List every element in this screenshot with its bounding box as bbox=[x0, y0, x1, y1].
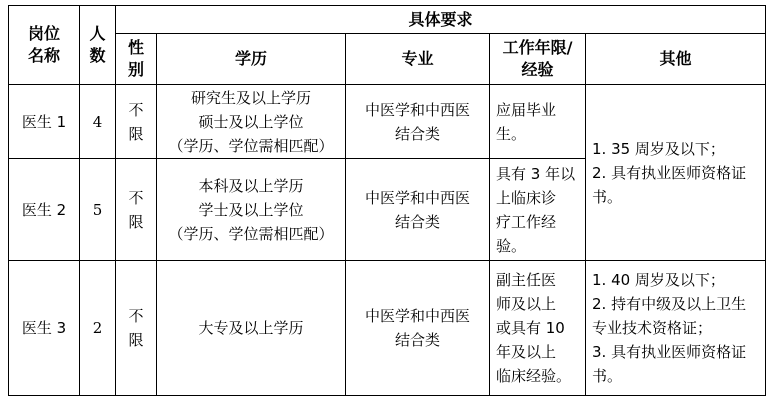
other-header: 其他 bbox=[586, 34, 766, 85]
gender-header: 性 别 bbox=[116, 34, 157, 85]
post-cell: 医生 1 bbox=[9, 85, 80, 159]
major-cell: 中医学和中西医 结合类 bbox=[346, 261, 490, 396]
table-row bbox=[9, 261, 766, 396]
major-cell: 中医学和中西医 结合类 bbox=[346, 159, 490, 261]
post-name-header: 岗位 名称 bbox=[9, 6, 80, 85]
count-cell: 2 bbox=[80, 261, 116, 396]
major-cell: 中医学和中西医 结合类 bbox=[346, 85, 490, 159]
post-cell: 医生 2 bbox=[9, 159, 80, 261]
gender-cell: 不 限 bbox=[116, 159, 157, 261]
header-row-2 bbox=[9, 34, 766, 85]
gender-cell: 不 限 bbox=[116, 85, 157, 159]
major-header: 专业 bbox=[346, 34, 490, 85]
experience-header: 工作年限/ 经验 bbox=[490, 34, 586, 85]
header-row-1 bbox=[9, 6, 766, 34]
education-cell: 研究生及以上学历 硕士及以上学位 （学历、学位需相匹配） bbox=[157, 85, 346, 159]
experience-cell: 具有 3 年以 上临床诊 疗工作经 验。 bbox=[490, 159, 586, 261]
count-header: 人 数 bbox=[80, 6, 116, 85]
education-header: 学历 bbox=[157, 34, 346, 85]
education-cell: 大专及以上学历 bbox=[157, 261, 346, 396]
other-cell-shared: 1. 35 周岁及以下； 2. 具有执业医师资格证 书。 bbox=[586, 85, 766, 261]
table-row bbox=[9, 85, 766, 159]
gender-cell: 不 限 bbox=[116, 261, 157, 396]
education-cell: 本科及以上学历 学士及以上学位 （学历、学位需相匹配） bbox=[157, 159, 346, 261]
requirements-header: 具体要求 bbox=[116, 6, 766, 34]
count-cell: 4 bbox=[80, 85, 116, 159]
experience-cell: 副主任医 师及以上 或具有 10 年及以上 临床经验。 bbox=[490, 261, 586, 396]
other-cell: 1. 40 周岁及以下； 2. 持有中级及以上卫生 专业技术资格证； 3. 具有执业医师资格证 书。 bbox=[586, 261, 766, 396]
post-cell: 医生 3 bbox=[9, 261, 80, 396]
count-cell: 5 bbox=[80, 159, 116, 261]
requirements-table bbox=[8, 5, 766, 396]
experience-cell: 应届毕业 生。 bbox=[490, 85, 586, 159]
